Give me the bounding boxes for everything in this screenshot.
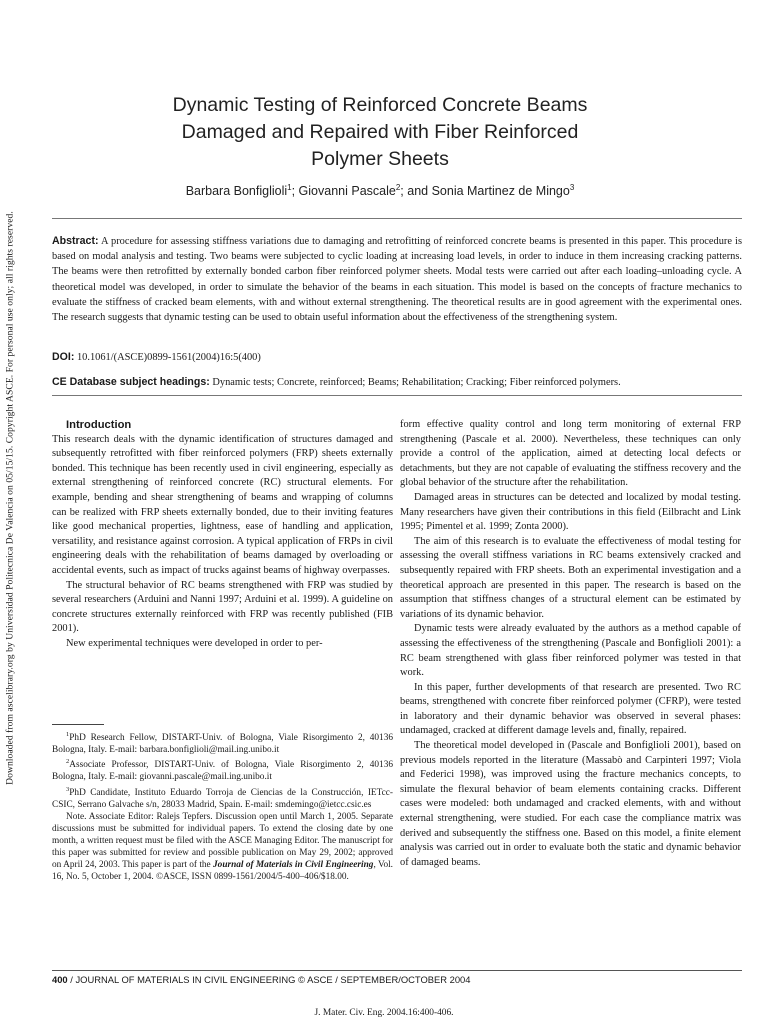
editor-note-text: Note. Associate Editor: Ralejs Tepfers. Discussion open until March 1, 2005. Separate discussions must be submitted for individual papers. To extend the closing date by one month, a written request must be filed with the ASCE Managing Editor. The manuscript for this paper was submitted for review and possible publication on May 29, 2002; approved on April 24, 2003. This paper is part of the <box>52 811 393 871</box>
body-paragraph: Dynamic tests were already evaluated by the authors as a method capable of assessing the effectiveness of the strengthening (Pascale and Bonfiglioli 2001): a RC beam strengthened with glass fiber reinforced polymer was tested in that work. <box>400 623 741 679</box>
body-paragraph: form effective quality control and long term monitoring of external FRP strengthening (Pascale et al. 2000). Nevertheless, these techniques can only provide a control of the application, aimed at detecting local defects or detachments, but they are not capable of evaluating the stiffness recovery and the global behavior of the structure after the rehabilitation. <box>400 419 741 489</box>
download-notice <box>3 205 17 790</box>
footnote-2 <box>52 756 393 783</box>
journal-footer-text: / JOURNAL OF MATERIALS IN CIVIL ENGINEERING © ASCE / SEPTEMBER/OCTOBER 2004 <box>67 974 471 985</box>
citation-line: J. Mater. Civ. Eng. 2004.16:400-406. <box>314 1008 454 1018</box>
body-paragraph: The theoretical model developed in (Pascale and Bonfiglioli 2001), based on previous models reported in the literature (Massabò and Carpinteri 1997; Viola and Federici 1998), was improved using the fracture mechanics concepts, to simulate the flexural behavior of beam elements containing cracks. Different cases were modeled: both undamaged and cracked elements, with and without external strengthening, were studied. For each case the compliance matrix was derived and subsequently the stiffness one. Based on this model, a finite element analysis was carried out in order to evaluate both the static and dynamic behavior of damaged beams. <box>400 740 741 868</box>
journal-name: Journal of Materials in Civil Engineering <box>213 860 374 871</box>
subject-headings <box>52 375 752 390</box>
author-3-mark: 3 <box>569 183 575 192</box>
editor-note <box>52 811 393 884</box>
footnote-mark: 2 <box>66 758 70 766</box>
title-line-3: Polymer Sheets <box>311 148 449 170</box>
author-1-mark: 1 <box>287 183 292 192</box>
footnote-mark: 3 <box>66 785 70 793</box>
section-heading-introduction: Introduction <box>66 419 132 431</box>
subject-headings-label: CE Database subject headings: <box>52 376 210 388</box>
footnote-3 <box>52 784 393 811</box>
right-column <box>400 418 741 870</box>
download-notice-text: Downloaded from ascelibrary.org by Universidad Politecnica De Valencia on 05/15/15. Copyright ASCE. For personal use only; all rights reserved. <box>4 210 16 785</box>
body-paragraph: In this paper, further developments of that research are presented. Two RC beams, strengthened with concrete fiber reinforced polymer (CFRP), were tested in laboratory and their dynamic behavior was observed in several phases: undamaged, cracked at different damage levels and, finally, repaired. <box>400 681 741 737</box>
footnotes <box>52 729 393 883</box>
abstract <box>52 234 742 325</box>
doi-line <box>52 350 752 365</box>
intro-paragraph: The structural behavior of RC beams strengthened with FRP was studied by several researchers (Arduini and Nanni 1997; Arduini et al. 1999). A guideline on concrete structures externally reinforced with FRP was recently published (FIB 2001). <box>52 579 393 635</box>
author-list <box>80 183 680 198</box>
page-number: 400 <box>52 974 68 985</box>
title-line-1: Dynamic Testing of Reinforced Concrete Beams <box>172 94 588 116</box>
footnote-rule <box>52 724 104 725</box>
footnote-1 <box>52 729 393 756</box>
footnote-mark: 1 <box>66 731 70 738</box>
body-paragraph: Damaged areas in structures can be detected and localized by modal testing. Many researchers have given their contributions in this field (Eilbracht and Link 1995; Pimentel et al. 1999; Zonta 2000). <box>400 491 741 533</box>
left-column <box>52 418 393 652</box>
footnote-text: PhD Candidate, Instituto Eduardo Torroja de Ciencias de la Construcción, IETcc-CSIC, Serrano Galvache s/n, 28033 Madrid, Spain. E-mail: smdemingo@ietcc.csic.es <box>52 787 393 810</box>
abstract-text: A procedure for assessing stiffness variations due to damaging and retrofitting of reinforced concrete beams is presented in this paper. This procedure is based on modal analysis and testing. Two beams were subjected to cyclic loading at increasing load levels, in order to induce in them increasing cracking patterns. The beams were then retrofitted by externally bonded carbon fiber reinforced polymer sheets. Modal tests were carried out after each loading–unloading cycle. A theoretical model was developed, in order to simulate the behavior of the beams in each situation. This model is based on the concepts of fracture mechanics to evaluate the stiffness of cracked beam elements, with and without external strengthening. The theoretical results are in good agreement with the experimental ones. The research suggests that dynamic testing can be used to obtain useful information about the effectiveness of the strengthening system. <box>52 236 742 324</box>
author-2-mark: 2 <box>395 183 401 192</box>
intro-paragraph: This research deals with the dynamic identification of structures damaged and subsequently retrofitted with fiber reinforced polymers (FRP) sheets externally bonded. This technique has been recently used in civil engineering, especially as external strengthening of reinforced concrete (RC) structural elements. For example, bending and shear strengthening of beams and wrapping of columns can be realized with FRP sheets externally bonded, due to their inviting features like good mechanical properties, lightness, ease of handling and application, versatility, and resistance against corrosion. A typical application of FRPs in civil engineering deals with the rehabilitation of beams damaged by overloading or accidental events, such as impact of trucks against beams of highway overpasses. <box>52 433 393 576</box>
title-line-2: Damaged and Repaired with Fiber Reinforced <box>181 121 579 143</box>
abstract-divider <box>52 395 742 396</box>
paper-title <box>80 92 680 173</box>
doi-value[interactable]: 10.1061/(ASCE)0899-1561(2004)16:5(400) <box>76 352 261 363</box>
intro-paragraph: New experimental techniques were developed in order to per- <box>66 637 323 649</box>
author-2: ; Giovanni Pascale <box>291 184 396 199</box>
author-1: Barbara Bonfiglioli <box>185 184 288 199</box>
footnote-text: Associate Professor, DISTART-Univ. of Bologna, Viale Risorgimento 2, 40136 Bologna, Italy. E-mail: giovanni.pascale@mail.ing.unibo.it <box>52 760 393 783</box>
editor-note-text: , Vol. 16, No. 5, October 1, 2004. ©ASCE, ISSN 0899-1561/2004/5-400–406/$18.00. <box>52 860 394 883</box>
doi-label: DOI: <box>52 351 75 363</box>
author-3: ; and Sonia Martinez de Mingo <box>400 184 570 199</box>
abstract-label: Abstract: <box>52 235 99 247</box>
body-paragraph: The aim of this research is to evaluate the effectiveness of modal testing for assessing the overall stiffness variations in RC beams extensively cracked and subsequently repaired with FRP sheets. Both an experimental investigation and a theoretical approach are presented in this paper. The research is based on the assumption that stiffness changes of a structural element can be estimated by variations of its dynamic behavior. <box>400 535 741 620</box>
journal-footer <box>52 970 742 985</box>
subject-headings-value: Dynamic tests; Concrete, reinforced; Beams; Rehabilitation; Cracking; Fiber reinforced polymers. <box>212 377 621 388</box>
top-divider <box>52 218 742 219</box>
footnote-text: PhD Research Fellow, DISTART-Univ. of Bologna, Viale Risorgimento 2, 40136 Bologna, Italy. E-mail: barbara.bonfiglioli@mail.ing.unibo.it <box>52 733 393 756</box>
